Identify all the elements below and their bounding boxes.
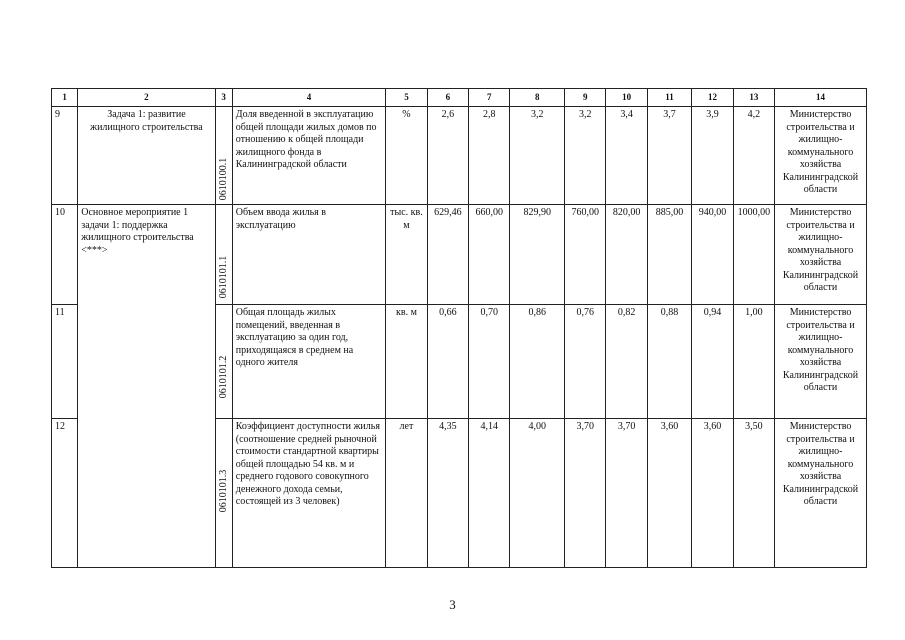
- value-cell: 0,82: [606, 305, 647, 419]
- table-row: [52, 107, 867, 205]
- col-header: 8: [510, 89, 565, 107]
- indicators-table: [51, 88, 867, 568]
- value-cell: 1000,00: [733, 205, 774, 305]
- col-header: 6: [427, 89, 468, 107]
- value-cell: 4,14: [469, 419, 510, 568]
- value-cell: 0,70: [469, 305, 510, 419]
- value-cell: 4,2: [733, 107, 774, 205]
- indicator-cell: Коэффициент доступности жилья (соотношение средней рыночной стоимости стандартной квартиры общей площадью 54 кв. м и среднего годового совокупного денежного дохода семьи, состоящей из 3 человек): [232, 419, 386, 568]
- value-cell: 0,88: [647, 305, 691, 419]
- value-cell: 3,60: [647, 419, 691, 568]
- col-header: 3: [215, 89, 232, 107]
- row-number: 12: [52, 419, 78, 568]
- col-header: 2: [78, 89, 215, 107]
- indicator-code: 0610101.1: [217, 255, 229, 299]
- value-cell: 885,00: [647, 205, 691, 305]
- header-row: [52, 89, 867, 107]
- value-cell: 3,70: [606, 419, 647, 568]
- indicator-code: 0610101.2: [217, 355, 229, 399]
- unit-cell: тыс. кв. м: [386, 205, 427, 305]
- responsible-cell: Министерство строительства и жилищно-коммунального хозяйства Калининградской области: [775, 107, 867, 205]
- unit-cell: %: [386, 107, 427, 205]
- value-cell: 3,70: [565, 419, 606, 568]
- value-cell: 3,9: [692, 107, 733, 205]
- value-cell: 2,8: [469, 107, 510, 205]
- task-cell: Задача 1: развитие жилищного строительства: [78, 107, 215, 205]
- indicator-cell: Общая площадь жилых помещений, введенная в эксплуатацию за один год, приходящаяся в среднем на одного жителя: [232, 305, 386, 419]
- code-cell: [215, 419, 232, 568]
- col-header: 12: [692, 89, 733, 107]
- code-cell: [215, 205, 232, 305]
- responsible-cell: Министерство строительства и жилищно-коммунального хозяйства Калининградской области: [775, 419, 867, 568]
- value-cell: 760,00: [565, 205, 606, 305]
- unit-cell: лет: [386, 419, 427, 568]
- col-header: 9: [565, 89, 606, 107]
- value-cell: 820,00: [606, 205, 647, 305]
- value-cell: 3,2: [565, 107, 606, 205]
- page-number: 3: [449, 597, 456, 612]
- indicator-cell: Объем ввода жилья в эксплуатацию: [232, 205, 386, 305]
- col-header: 10: [606, 89, 647, 107]
- col-header: 7: [469, 89, 510, 107]
- col-header: 1: [52, 89, 78, 107]
- value-cell: 4,00: [510, 419, 565, 568]
- value-cell: 940,00: [692, 205, 733, 305]
- value-cell: 0,94: [692, 305, 733, 419]
- responsible-cell: Министерство строительства и жилищно-коммунального хозяйства Калининградской области: [775, 305, 867, 419]
- value-cell: 629,46: [427, 205, 468, 305]
- value-cell: 3,4: [606, 107, 647, 205]
- indicator-code: 0610101.3: [217, 470, 229, 513]
- row-number: 10: [52, 205, 78, 305]
- value-cell: 0,86: [510, 305, 565, 419]
- value-cell: 1,00: [733, 305, 774, 419]
- code-cell: [215, 107, 232, 205]
- row-number: 9: [52, 107, 78, 205]
- value-cell: 4,35: [427, 419, 468, 568]
- value-cell: 829,90: [510, 205, 565, 305]
- task-cell: Основное мероприятие 1 задачи 1: поддержка жилищного строительства <***>: [78, 205, 215, 568]
- value-cell: 3,50: [733, 419, 774, 568]
- value-cell: 0,66: [427, 305, 468, 419]
- row-number: 11: [52, 305, 78, 419]
- value-cell: 660,00: [469, 205, 510, 305]
- value-cell: 3,2: [510, 107, 565, 205]
- value-cell: 2,6: [427, 107, 468, 205]
- value-cell: 0,76: [565, 305, 606, 419]
- unit-cell: кв. м: [386, 305, 427, 419]
- responsible-cell: Министерство строительства и жилищно-коммунального хозяйства Калининградской области: [775, 205, 867, 305]
- value-cell: 3,7: [647, 107, 691, 205]
- col-header: 4: [232, 89, 386, 107]
- indicator-code: 0610100.1: [217, 157, 229, 201]
- indicator-cell: Доля введенной в эксплуатацию общей площади жилых домов по отношению к общей площади жилищного фонда в Калининградской области: [232, 107, 386, 205]
- col-header: 13: [733, 89, 774, 107]
- col-header: 5: [386, 89, 427, 107]
- code-cell: [215, 305, 232, 419]
- col-header: 14: [775, 89, 867, 107]
- value-cell: 3,60: [692, 419, 733, 568]
- col-header: 11: [647, 89, 691, 107]
- table-row: [52, 205, 867, 305]
